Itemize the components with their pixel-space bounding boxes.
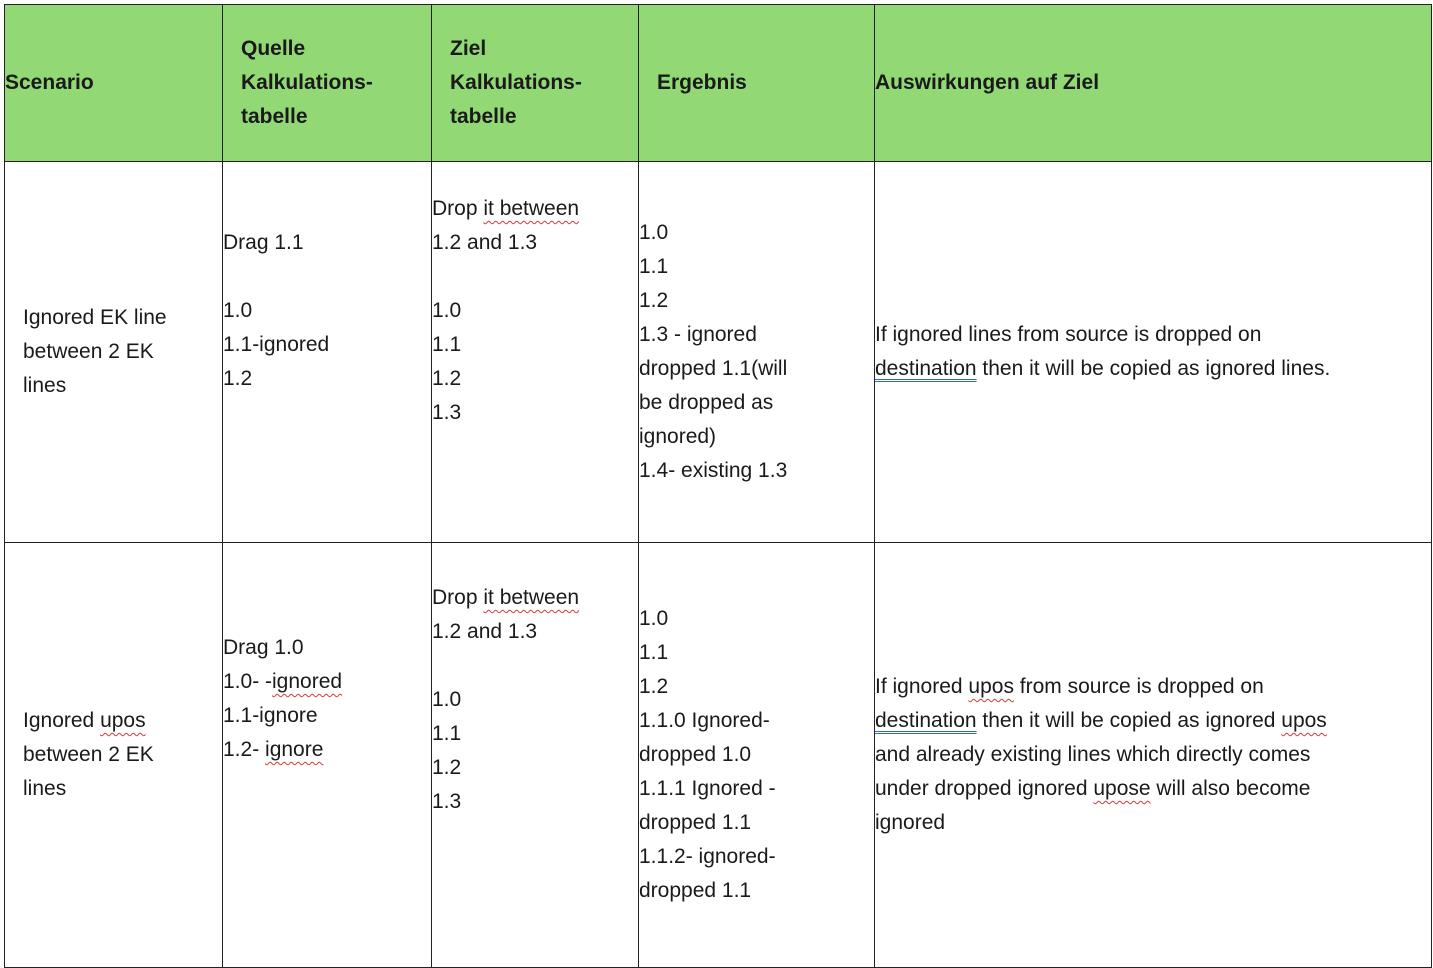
cell-target: Drop it between 1.2 and 1.3 1.0 1.1 1.2 1.3	[432, 162, 639, 543]
destination-link: destination	[875, 709, 977, 732]
comparison-table	[4, 4, 1432, 968]
cell-impact: If ignored upos from source is dropped on destination then it will be copied as ignored upos and already existing lines which directly comes under dropped ignored upose will also become ignored	[875, 543, 1432, 968]
header-target: Ziel Kalkulations- tabelle	[432, 5, 639, 162]
table-row	[5, 162, 1432, 543]
cell-target: Drop it between 1.2 and 1.3 1.0 1.1 1.2 1.3	[432, 543, 639, 968]
cell-source: Drag 1.0 1.0- -ignored 1.1-ignore 1.2- ignore	[223, 543, 432, 968]
cell-scenario: Ignored upos between 2 EK lines	[5, 543, 223, 968]
cell-source: Drag 1.1 1.0 1.1-ignored 1.2	[223, 162, 432, 543]
header-source: Quelle Kalkulations- tabelle	[223, 5, 432, 162]
cell-scenario: Ignored EK line between 2 EK lines	[5, 162, 223, 543]
header-row	[5, 5, 1432, 162]
cell-impact: If ignored lines from source is dropped on destination then it will be copied as ignored lines.	[875, 162, 1432, 543]
header-result: Ergebnis	[639, 5, 875, 162]
cell-result: 1.0 1.1 1.2 1.3 - ignored dropped 1.1(will be dropped as ignored) 1.4- existing 1.3	[639, 162, 875, 543]
header-scenario: Scenario	[5, 5, 223, 162]
table-row	[5, 543, 1432, 968]
header-impact: Auswirkungen auf Ziel	[875, 5, 1432, 162]
cell-result: 1.0 1.1 1.2 1.1.0 Ignored- dropped 1.0 1.1.1 Ignored - dropped 1.1 1.1.2- ignored- dropped 1.1	[639, 543, 875, 968]
destination-link: destination	[875, 357, 977, 380]
